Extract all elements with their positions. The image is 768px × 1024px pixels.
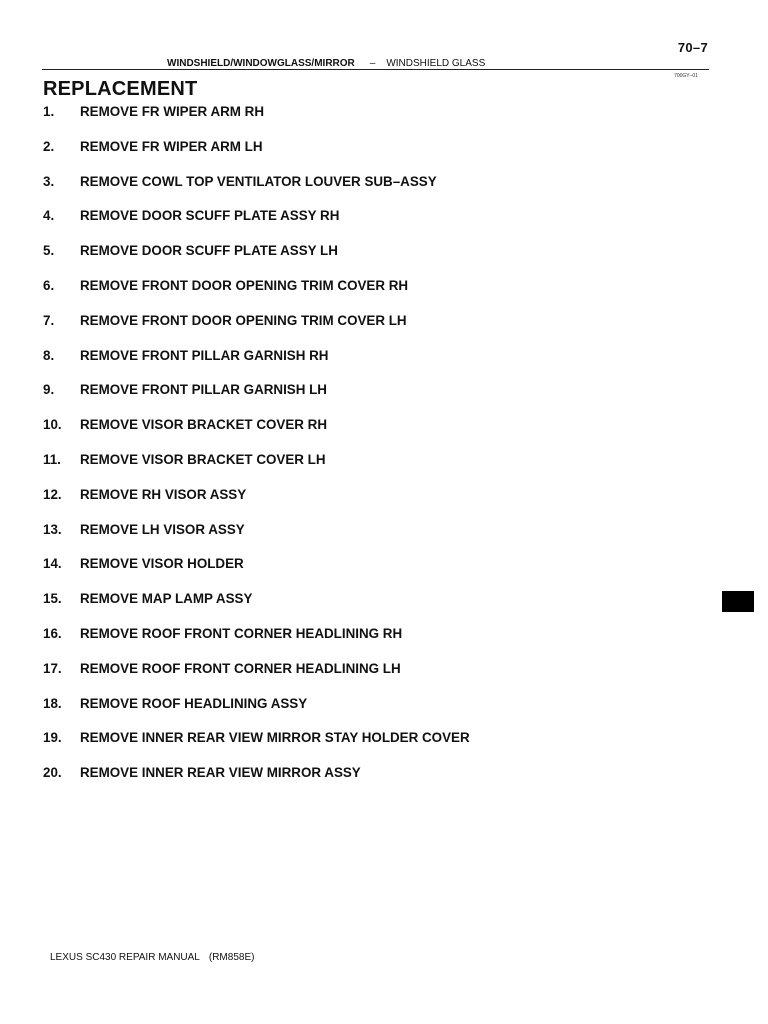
- step-text: REMOVE ROOF FRONT CORNER HEADLINING LH: [80, 660, 401, 676]
- procedure-step: [43, 452, 470, 487]
- step-text: REMOVE RH VISOR ASSY: [80, 486, 247, 502]
- step-text: REMOVE FRONT PILLAR GARNISH RH: [80, 347, 329, 363]
- procedure-step: [43, 243, 470, 278]
- step-number: 10.: [43, 417, 62, 433]
- step-number: 15.: [43, 591, 62, 607]
- procedure-step: [43, 313, 470, 348]
- step-number: 1.: [43, 104, 55, 119]
- section-thumb-tab: [722, 591, 754, 612]
- step-number: 6.: [43, 277, 55, 293]
- step-text: REMOVE MAP LAMP ASSY: [80, 591, 253, 607]
- header-rule: [42, 69, 709, 70]
- page-title: REPLACEMENT: [43, 78, 198, 100]
- procedure-step: [43, 487, 470, 522]
- step-number: 18.: [43, 695, 62, 711]
- step-text: REMOVE COWL TOP VENTILATOR LOUVER SUB–ASSY: [80, 173, 437, 189]
- step-number: 11.: [43, 451, 61, 467]
- header-separator: –: [369, 58, 376, 69]
- doc-code: 700GY–01: [674, 73, 698, 79]
- procedure-step: [43, 208, 470, 243]
- step-number: 17.: [43, 660, 62, 676]
- procedure-steps: [43, 104, 470, 800]
- procedure-step: [43, 382, 470, 417]
- step-text: REMOVE INNER REAR VIEW MIRROR STAY HOLDER COVER: [80, 730, 470, 746]
- procedure-step: [43, 104, 470, 139]
- step-text: REMOVE FRONT PILLAR GARNISH LH: [80, 382, 327, 398]
- step-number: 13.: [43, 521, 62, 537]
- manual-name: LEXUS SC430 REPAIR MANUAL: [50, 952, 200, 963]
- manual-code: (RM858E): [208, 952, 255, 963]
- step-number: 14.: [43, 556, 62, 572]
- page-number: 70–7: [677, 40, 708, 55]
- step-number: 19.: [43, 730, 62, 746]
- step-number: 9.: [43, 382, 55, 398]
- step-text: REMOVE FRONT DOOR OPENING TRIM COVER LH: [80, 312, 407, 328]
- procedure-step: [43, 174, 470, 209]
- step-text: REMOVE DOOR SCUFF PLATE ASSY RH: [80, 208, 340, 224]
- step-text: REMOVE FRONT DOOR OPENING TRIM COVER RH: [80, 277, 409, 293]
- step-number: 4.: [43, 208, 55, 224]
- procedure-step: [43, 591, 470, 626]
- step-number: 3.: [43, 173, 55, 189]
- step-number: 20.: [43, 765, 62, 781]
- step-text: REMOVE ROOF FRONT CORNER HEADLINING RH: [80, 625, 403, 641]
- step-number: 2.: [43, 138, 55, 154]
- procedure-step: [43, 522, 470, 557]
- procedure-step: [43, 661, 470, 696]
- step-number: 5.: [43, 243, 55, 259]
- running-header: [167, 58, 485, 69]
- procedure-step: [43, 139, 470, 174]
- procedure-step: [43, 626, 470, 661]
- procedure-step: [43, 556, 470, 591]
- step-text: REMOVE FR WIPER ARM RH: [80, 104, 264, 119]
- step-text: REMOVE INNER REAR VIEW MIRROR ASSY: [80, 765, 361, 781]
- section-title: WINDSHIELD/WINDOWGLASS/MIRROR: [167, 58, 355, 69]
- step-number: 7.: [43, 312, 55, 328]
- subsection-title: WINDSHIELD GLASS: [386, 58, 486, 69]
- footer: [50, 952, 254, 963]
- step-text: REMOVE DOOR SCUFF PLATE ASSY LH: [80, 243, 338, 259]
- procedure-step: [43, 348, 470, 383]
- step-text: REMOVE VISOR BRACKET COVER RH: [80, 417, 328, 433]
- procedure-step: [43, 765, 470, 800]
- step-text: REMOVE LH VISOR ASSY: [80, 521, 245, 537]
- step-text: REMOVE ROOF HEADLINING ASSY: [80, 695, 308, 711]
- step-text: REMOVE VISOR HOLDER: [80, 556, 244, 572]
- procedure-step: [43, 696, 470, 731]
- step-text: REMOVE VISOR BRACKET COVER LH: [80, 451, 326, 467]
- step-number: 16.: [43, 625, 62, 641]
- procedure-step: [43, 417, 470, 452]
- step-number: 8.: [43, 347, 55, 363]
- step-number: 12.: [43, 486, 62, 502]
- procedure-step: [43, 730, 470, 765]
- procedure-step: [43, 278, 470, 313]
- step-text: REMOVE FR WIPER ARM LH: [80, 138, 263, 154]
